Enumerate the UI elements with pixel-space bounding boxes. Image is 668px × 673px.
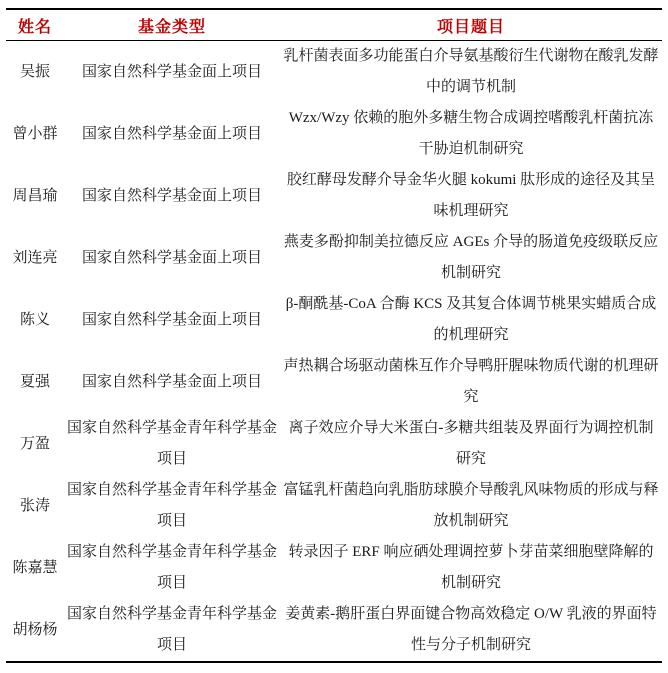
fund-type-cell: 国家自然科学基金青年科学基金项目 <box>67 420 278 467</box>
table-row <box>6 475 662 537</box>
fund-type-cell: 国家自然科学基金面上项目 <box>81 311 262 328</box>
table-row <box>6 103 662 165</box>
fund-type-cell: 国家自然科学基金面上项目 <box>81 187 262 204</box>
table-row <box>6 599 662 662</box>
name-cell: 吴振 <box>19 63 50 80</box>
name-cell: 陈义 <box>19 311 50 328</box>
fund-type-cell: 国家自然科学基金面上项目 <box>81 125 262 142</box>
name-cell: 夏强 <box>19 373 50 390</box>
column-header-name: 姓名 <box>6 9 64 41</box>
table-row <box>6 537 662 599</box>
funding-projects-table <box>6 8 662 663</box>
table-row <box>6 351 662 413</box>
project-title-cell: 富锰乳杆菌趋向乳脂肪球膜介导酸乳风味物质的形成与释放机制研究 <box>283 482 659 529</box>
table-row <box>6 413 662 475</box>
table-row <box>6 289 662 351</box>
table-header-row <box>6 9 662 41</box>
project-title-cell: 姜黄素-鹅肝蛋白界面键合物高效稳定 O/W 乳液的界面特性与分子机制研究 <box>285 606 657 653</box>
name-cell: 陈嘉慧 <box>12 559 58 576</box>
table-row <box>6 41 662 104</box>
column-header-fund-type: 基金类型 <box>64 9 280 41</box>
fund-type-cell: 国家自然科学基金面上项目 <box>81 373 262 390</box>
fund-type-cell: 国家自然科学基金青年科学基金项目 <box>67 482 278 529</box>
fund-type-cell: 国家自然科学基金面上项目 <box>81 63 262 80</box>
column-header-project-title: 项目题目 <box>280 9 662 41</box>
fund-type-cell: 国家自然科学基金青年科学基金项目 <box>67 606 278 653</box>
table-row <box>6 227 662 289</box>
name-cell: 曾小群 <box>12 125 58 142</box>
project-title-cell: 胶红酵母发酵介导金华火腿 kokumi 肽形成的途径及其呈味机理研究 <box>286 172 656 219</box>
project-title-cell: β-酮酰基-CoA 合酶 KCS 及其复合体调节桃果实蜡质合成的机理研究 <box>285 296 657 343</box>
project-title-cell: 声热耦合场驱动菌株互作介导鸭肝腥味物质代谢的机理研究 <box>283 358 659 405</box>
project-title-cell: 燕麦多酚抑制美拉德反应 AGEs 介导的肠道免疫级联反应机制研究 <box>283 234 659 281</box>
name-cell: 刘连亮 <box>12 249 58 266</box>
name-cell: 万盈 <box>19 435 50 452</box>
project-title-cell: 乳杆菌表面多功能蛋白介导氨基酸衍生代谢物在酸乳发酵中的调节机制 <box>283 48 659 95</box>
project-title-cell: 离子效应介导大米蛋白-多糖共组装及界面行为调控机制研究 <box>288 420 654 467</box>
table-row <box>6 165 662 227</box>
project-title-cell: Wzx/Wzy 依赖的胞外多糖生物合成调控嗜酸乳杆菌抗冻干胁迫机制研究 <box>288 110 654 157</box>
fund-type-cell: 国家自然科学基金青年科学基金项目 <box>67 544 278 591</box>
project-title-cell: 转录因子 ERF 响应硒处理调控萝卜芽苗菜细胞壁降解的机制研究 <box>288 544 654 591</box>
name-cell: 张涛 <box>19 497 50 514</box>
name-cell: 周昌瑜 <box>12 187 58 204</box>
fund-type-cell: 国家自然科学基金面上项目 <box>81 249 262 266</box>
name-cell: 胡杨杨 <box>12 621 58 638</box>
